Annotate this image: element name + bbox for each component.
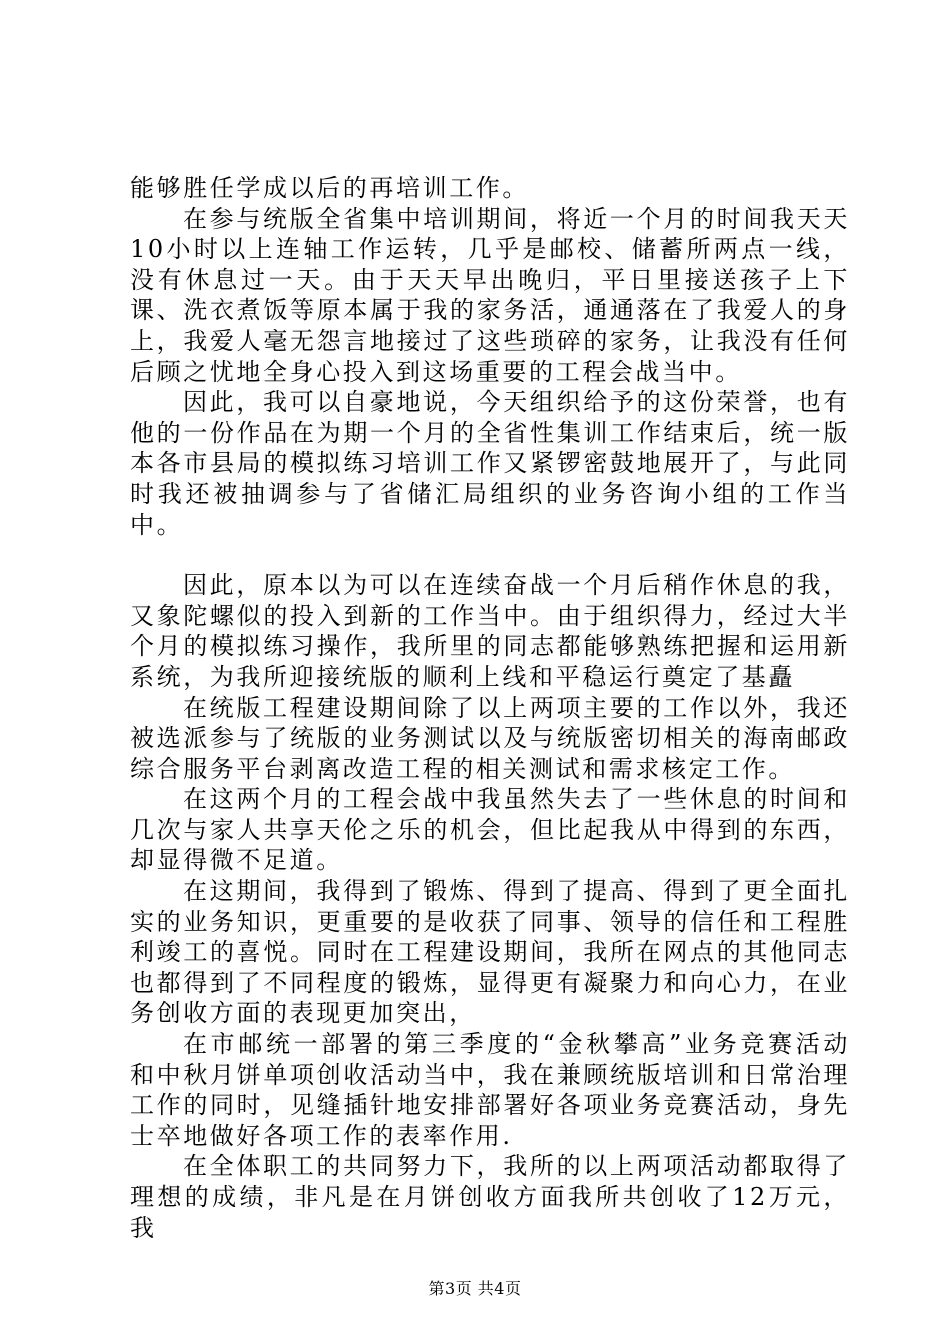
paragraph-4: 因此，原本以为可以在连续奋战一个月后稍作休息的我，又象陀螺似的投入到新的工作当中。由于组织得力，经过大半个月的模拟练习操作，我所里的同志都能够熟练把握和运用新系统，为我所迎接统版的顺利上线和平稳运行奠定了基矗 <box>130 571 850 691</box>
paragraph-3: 因此，我可以自豪地说，今天组织给予的这份荣誉，也有他的一份作品在为期一个月的全省性集训工作结束后，统一版本各市县局的模拟练习培训工作又紧锣密鼓地展开了，与此同时我还被抽调参与了省储汇局组织的业务咨询小组的工作当中。 <box>130 388 850 539</box>
document-body <box>130 173 850 1243</box>
paragraph-6: 在这两个月的工程会战中我虽然失去了一些休息的时间和几次与家人共享天伦之乐的机会，但比起我从中得到的东西，却显得微不足道。 <box>130 785 850 875</box>
paragraph-9: 在全体职工的共同努力下，我所的以上两项活动都取得了理想的成绩，非凡是在月饼创收方面我所共创收了12万元，我 <box>130 1152 850 1242</box>
paragraph-1: 能够胜任学成以后的再培训工作。 <box>130 174 529 202</box>
paragraph-8: 在市邮统一部署的第三季度的“金秋攀高”业务竞赛活动和中秋月饼单项创收活动当中，我在兼顾统版培训和日常治理工作的同时，见缝插针地安排部署好各项业务竞赛活动，身先士卒地做好各项工作的表率作用. <box>130 1030 850 1150</box>
paragraph-5: 在统版工程建设期间除了以上两项主要的工作以外，我还被选派参与了统版的业务测试以及与统版密切相关的海南邮政综合服务平台剥离改造工程的相关测试和需求核定工作。 <box>130 693 850 783</box>
page-number-footer: 第3页 共4页 <box>428 1279 522 1298</box>
paragraph-2: 在参与统版全省集中培训期间，将近一个月的时间我天天10小时以上连轴工作运转，几乎是邮校、储蓄所两点一线，没有休息过一天。由于天天早出晚归，平日里接送孩子上下课、洗衣煮饭等原本属于我的家务活，通通落在了我爱人的身上，我爱人毫无怨言地接过了这些琐碎的家务，让我没有任何后顾之忧地全身心投入到这场重要的工程会战当中。 <box>130 204 850 386</box>
paragraph-7: 在这期间，我得到了锻炼、得到了提高、得到了更全面扎实的业务知识，更重要的是收获了同事、领导的信任和工程胜利竣工的喜悦。同时在工程建设期间，我所在网点的其他同志也都得到了不同程度的锻炼，显得更有凝聚力和向心力，在业务创收方面的表现更加突出， <box>130 877 850 1028</box>
